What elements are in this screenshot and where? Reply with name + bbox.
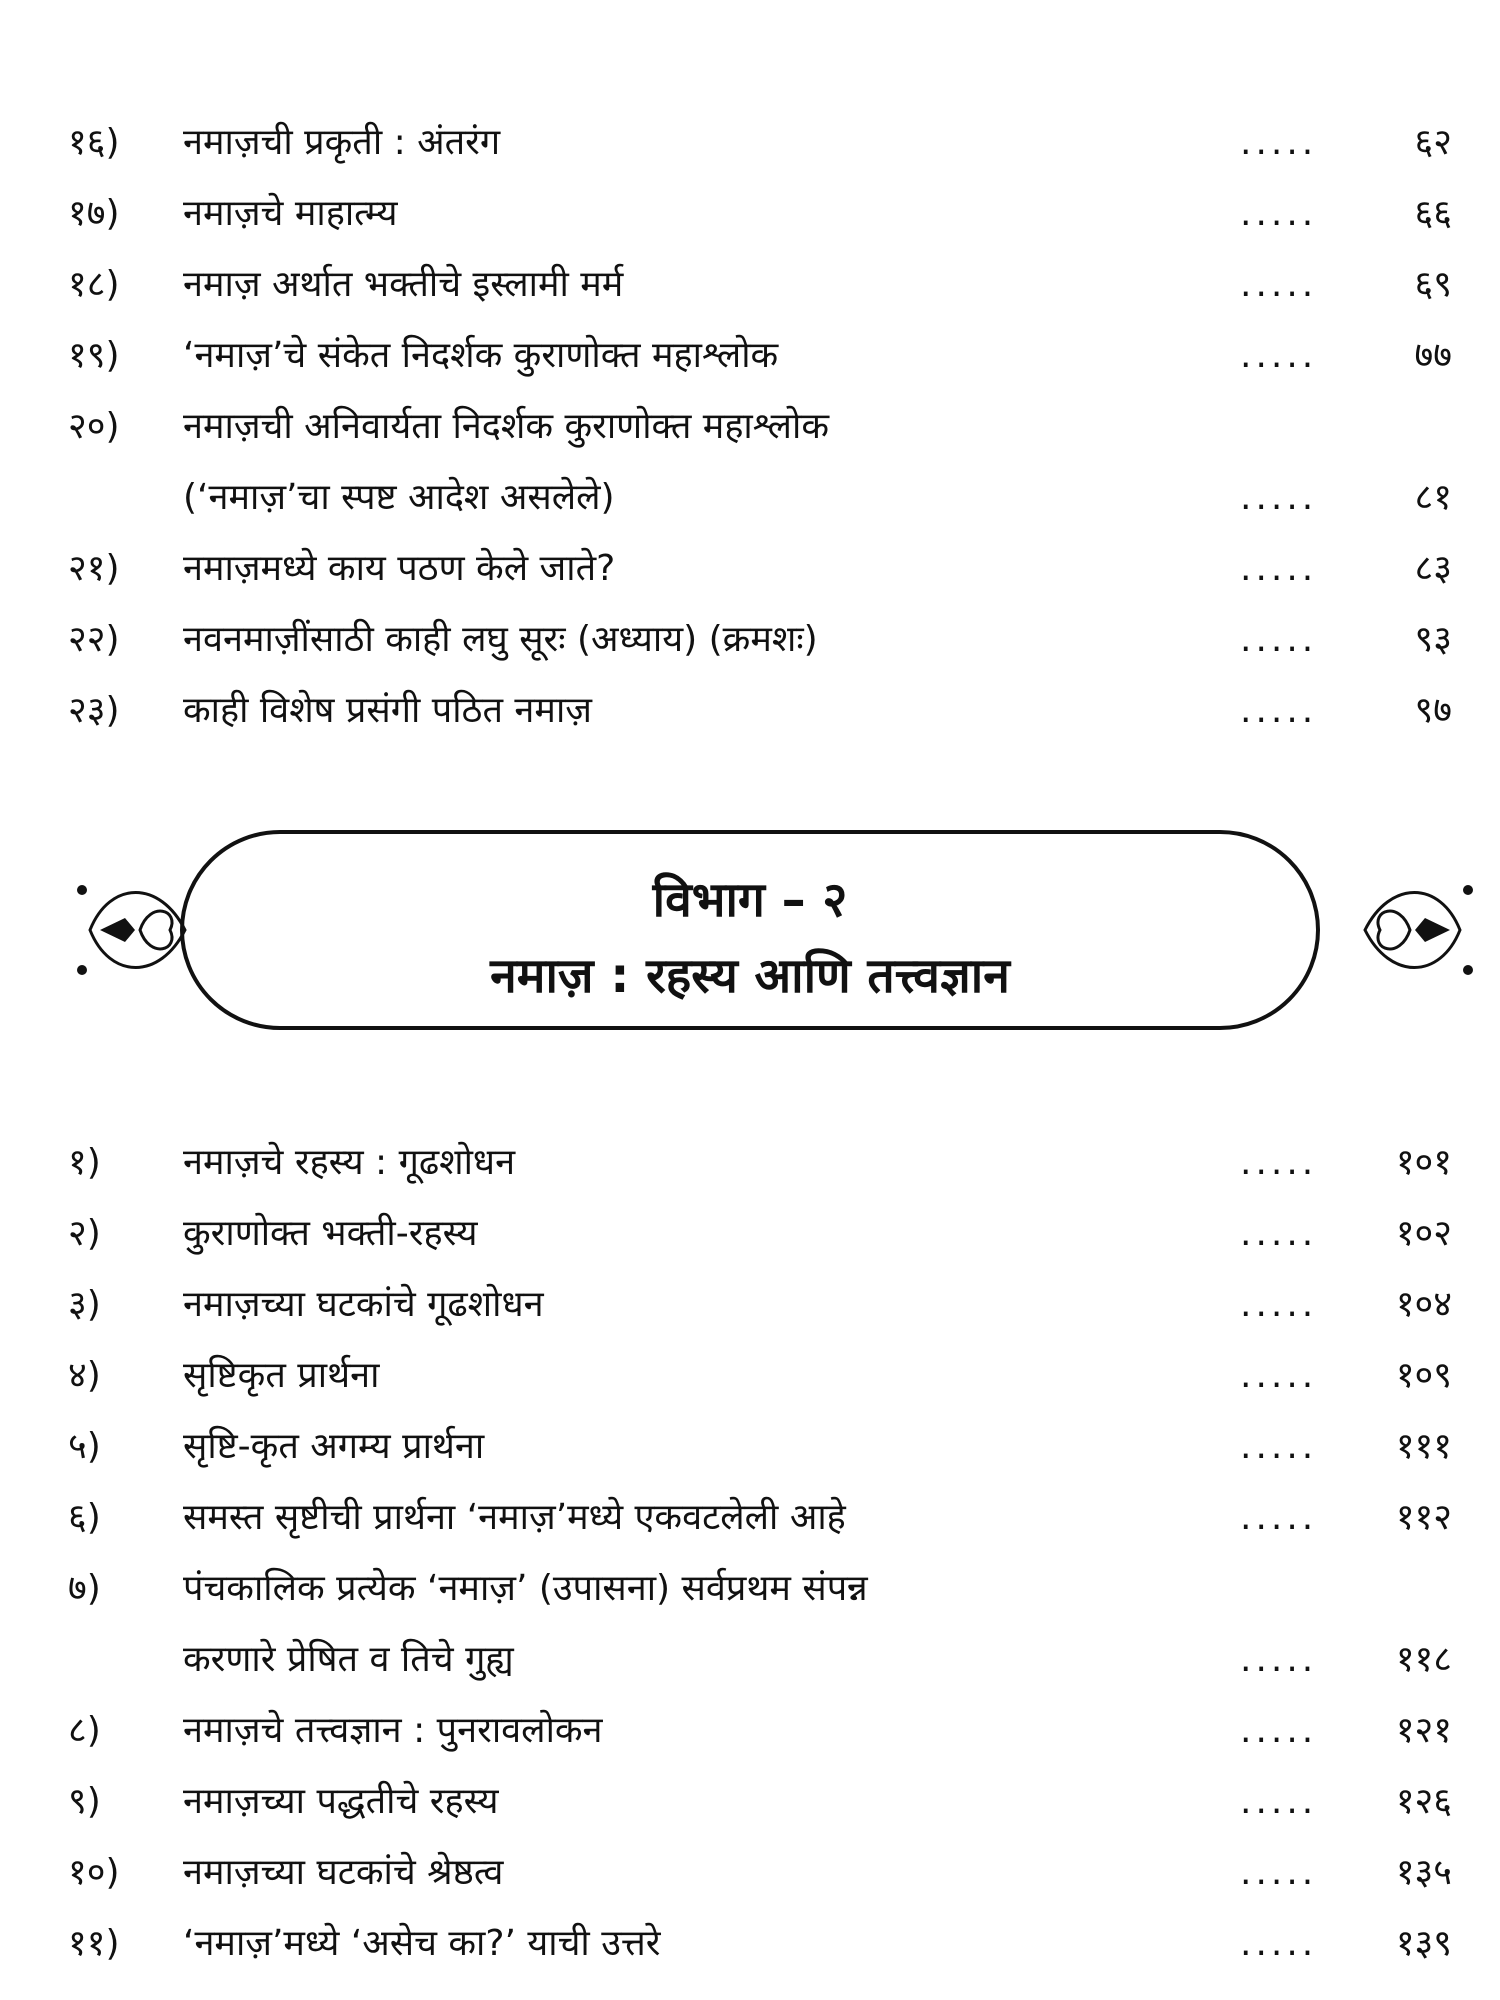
entry-number: १७)	[68, 193, 120, 234]
toc-entry	[0, 1135, 1500, 1191]
toc-entry	[0, 1774, 1500, 1830]
entry-number: २१)	[68, 548, 120, 589]
entry-title: नमाज़चे रहस्य : गूढशोधन	[183, 1142, 516, 1183]
entry-number: ७)	[68, 1568, 101, 1609]
entry-title: कुराणोक्त भक्ती-रहस्य	[183, 1213, 478, 1254]
entry-page: १०१	[1395, 1142, 1452, 1183]
leader-dots: .....	[1240, 1142, 1318, 1183]
entry-page: ६९	[1414, 264, 1452, 305]
ornament-right-icon	[1350, 870, 1480, 990]
entry-number: ६)	[68, 1497, 101, 1538]
leader-dots: .....	[1240, 1852, 1318, 1893]
entry-title: नमाज़ची प्रकृती : अंतरंग	[183, 122, 501, 163]
toc-entry	[0, 1277, 1500, 1333]
entry-page: १०२	[1395, 1213, 1452, 1254]
entry-number: १)	[68, 1142, 101, 1183]
entry-page: १०९	[1395, 1355, 1452, 1396]
entry-page: ८३	[1414, 548, 1452, 589]
entry-page: १११	[1395, 1426, 1452, 1467]
toc-entry	[0, 541, 1500, 597]
entry-title: पंचकालिक प्रत्येक ‘नमाज़’ (उपासना) सर्वप्रथम संपन्न	[183, 1568, 868, 1609]
entry-title: नमाज़च्या घटकांचे गूढशोधन	[183, 1284, 544, 1325]
entry-number: २०)	[68, 406, 120, 447]
entry-title: नमाज़ची अनिवार्यता निदर्शक कुराणोक्त महाश्लोक	[183, 406, 829, 447]
toc-entry	[0, 1703, 1500, 1759]
entry-page: ११८	[1395, 1639, 1452, 1680]
leader-dots: .....	[1240, 1426, 1318, 1467]
leader-dots: .....	[1240, 1497, 1318, 1538]
entry-page: १३९	[1395, 1923, 1452, 1964]
toc-entry	[0, 470, 1500, 526]
entry-title: ‘नमाज़’चे संकेत निदर्शक कुराणोक्त महाश्लोक	[183, 335, 779, 376]
toc-entry	[0, 399, 1500, 455]
leader-dots: .....	[1240, 477, 1318, 518]
entry-page: ६२	[1414, 122, 1452, 163]
entry-number: ९)	[68, 1781, 101, 1822]
entry-number: ८)	[68, 1710, 101, 1751]
entry-number: २३)	[68, 690, 120, 731]
entry-title: सृष्टि-कृत अगम्य प्रार्थना	[183, 1426, 485, 1467]
entry-title: समस्त सृष्टीची प्रार्थना ‘नमाज़’मध्ये एकवटलेली आहे	[183, 1497, 846, 1538]
toc-entry	[0, 1632, 1500, 1688]
toc-entry	[0, 257, 1500, 313]
toc-entry	[0, 1419, 1500, 1475]
toc-entry	[0, 186, 1500, 242]
entry-page: १२६	[1395, 1781, 1452, 1822]
leader-dots: .....	[1240, 1710, 1318, 1751]
entry-title: नमाज़मध्ये काय पठण केले जाते?	[183, 548, 616, 589]
ornament-left-icon	[70, 870, 200, 990]
entry-number: ४)	[68, 1355, 101, 1396]
entry-title: काही विशेष प्रसंगी पठित नमाज़	[183, 690, 592, 731]
toc-entry	[0, 612, 1500, 668]
leader-dots: .....	[1240, 1284, 1318, 1325]
entry-title: नमाज़च्या पद्धतीचे रहस्य	[183, 1781, 499, 1822]
entry-page: ९३	[1414, 619, 1452, 660]
toc-entry	[0, 328, 1500, 384]
section-number: विभाग – २	[652, 872, 848, 928]
entry-page: ८१	[1414, 477, 1452, 518]
entry-title: करणारे प्रेषित व तिचे गुह्य	[183, 1639, 514, 1680]
section-header	[180, 830, 1320, 1030]
toc-entry	[0, 1348, 1500, 1404]
entry-title: नमाज़ अर्थात भक्तीचे इस्लामी मर्म	[183, 264, 624, 305]
entry-title: (‘नमाज़’चा स्पष्ट आदेश असलेले)	[183, 477, 615, 518]
entry-page: ११२	[1395, 1497, 1452, 1538]
entry-page: १०४	[1395, 1284, 1452, 1325]
entry-number: १८)	[68, 264, 120, 305]
entry-number: ३)	[68, 1284, 101, 1325]
leader-dots: .....	[1240, 548, 1318, 589]
leader-dots: .....	[1240, 690, 1318, 731]
entry-page: १३५	[1395, 1852, 1452, 1893]
entry-number: १६)	[68, 122, 120, 163]
entry-title: नवनमाज़ींसाठी काही लघु सूरः (अध्याय) (क्रमशः)	[183, 619, 818, 660]
leader-dots: .....	[1240, 1923, 1318, 1964]
entry-title: नमाज़चे तत्त्वज्ञान : पुनरावलोकन	[183, 1710, 603, 1751]
entry-number: २)	[68, 1213, 101, 1254]
toc-entry	[0, 683, 1500, 739]
entry-number: ५)	[68, 1426, 101, 1467]
toc-entry	[0, 1561, 1500, 1617]
entry-title: ‘नमाज़’मध्ये ‘असेच का?’ याची उत्तरे	[183, 1923, 661, 1964]
leader-dots: .....	[1240, 122, 1318, 163]
toc-entry	[0, 1490, 1500, 1546]
entry-page: ६६	[1414, 193, 1452, 234]
leader-dots: .....	[1240, 264, 1318, 305]
toc-entry	[0, 1206, 1500, 1262]
toc-entry	[0, 115, 1500, 171]
entry-page: ७७	[1414, 335, 1452, 376]
entry-number: २२)	[68, 619, 120, 660]
leader-dots: .....	[1240, 193, 1318, 234]
entry-title: नमाज़च्या घटकांचे श्रेष्ठत्व	[183, 1852, 504, 1893]
toc-entry	[0, 1845, 1500, 1901]
leader-dots: .....	[1240, 1355, 1318, 1396]
entry-title: सृष्टिकृत प्रार्थना	[183, 1355, 380, 1396]
entry-page: ९७	[1414, 690, 1452, 731]
entry-number: १०)	[68, 1852, 120, 1893]
leader-dots: .....	[1240, 619, 1318, 660]
entry-page: १२१	[1395, 1710, 1452, 1751]
leader-dots: .....	[1240, 1781, 1318, 1822]
toc-entry	[0, 1916, 1500, 1972]
leader-dots: .....	[1240, 335, 1318, 376]
section-title: नमाज़ : रहस्य आणि तत्त्वज्ञान	[490, 948, 1010, 1004]
leader-dots: .....	[1240, 1639, 1318, 1680]
leader-dots: .....	[1240, 1213, 1318, 1254]
entry-number: ११)	[68, 1923, 120, 1964]
entry-title: नमाज़चे माहात्म्य	[183, 193, 398, 234]
entry-number: १९)	[68, 335, 120, 376]
